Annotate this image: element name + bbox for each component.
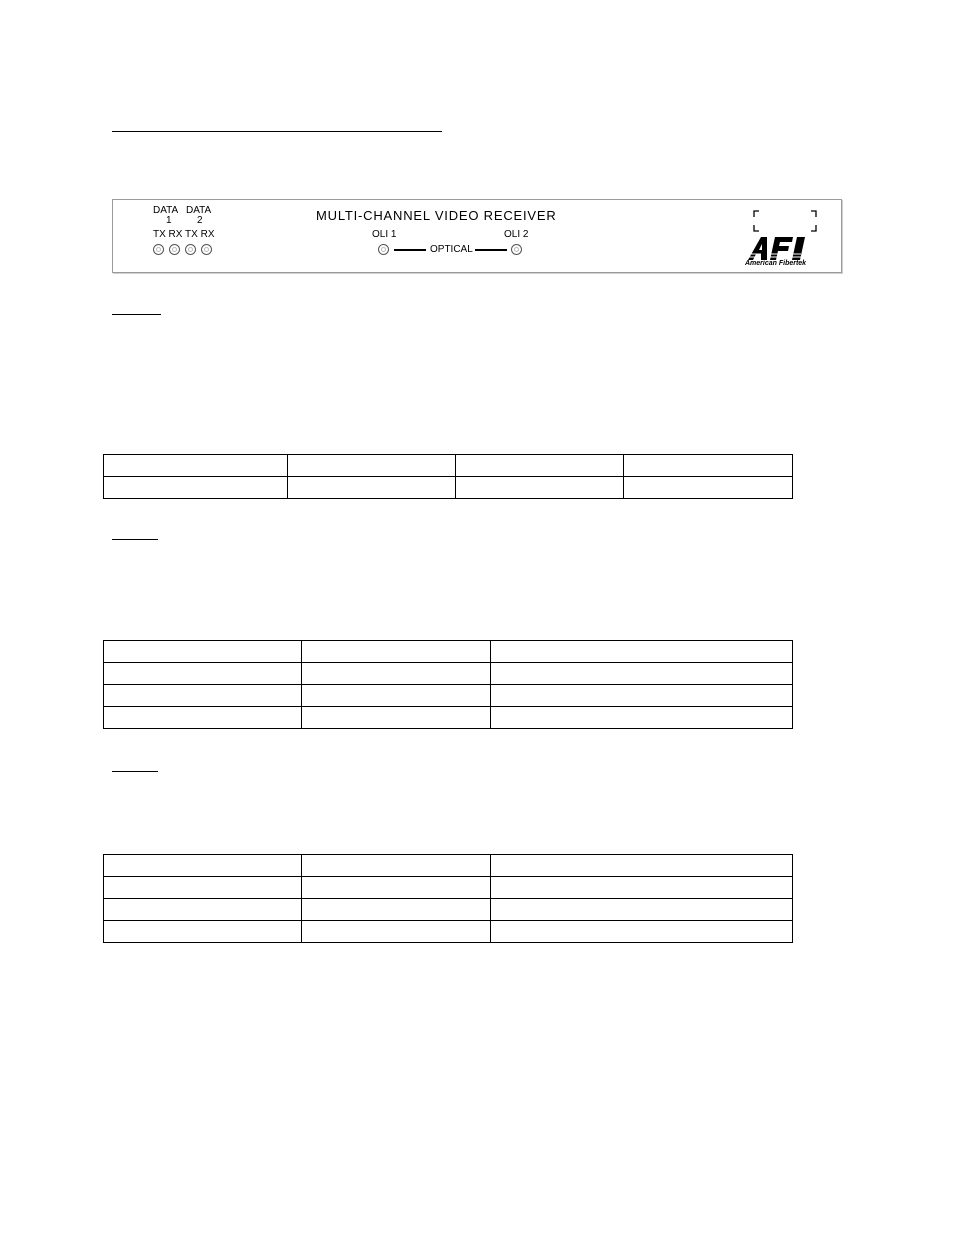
table-cell — [301, 663, 491, 685]
table-row — [104, 855, 793, 877]
table-row — [104, 877, 793, 899]
led-data1-tx — [153, 244, 164, 255]
table-cell — [491, 899, 793, 921]
table-cell — [287, 477, 456, 499]
table-cell — [104, 877, 302, 899]
table-cell — [104, 455, 288, 477]
led-oli2 — [511, 244, 522, 255]
oli1-label: OLI 1 — [372, 229, 397, 240]
table-row — [104, 455, 793, 477]
table-row — [104, 663, 793, 685]
section-underline-3 — [112, 771, 158, 772]
data2-label: DATA — [186, 205, 212, 216]
table-cell — [104, 855, 302, 877]
table-cell — [491, 707, 793, 729]
data1-number: 1 — [166, 215, 172, 226]
table-cell — [301, 921, 491, 943]
table-row — [104, 899, 793, 921]
table-cell — [104, 685, 302, 707]
led-data2-rx — [201, 244, 212, 255]
front-panel — [112, 199, 842, 273]
txrx-labels: TX RX TX RX — [153, 229, 215, 240]
led-oli1 — [378, 244, 389, 255]
table-row — [104, 707, 793, 729]
table-cell — [491, 663, 793, 685]
table-1 — [103, 454, 793, 499]
led-data2-tx — [185, 244, 196, 255]
table-cell — [104, 663, 302, 685]
table-cell — [301, 899, 491, 921]
table-row — [104, 477, 793, 499]
section-underline-1 — [112, 314, 161, 315]
optical-line-right — [475, 249, 507, 251]
optical-label: OPTICAL — [430, 244, 473, 255]
heading-underline — [112, 131, 442, 132]
table-cell — [456, 477, 624, 499]
table-cell — [287, 455, 456, 477]
logo-subtitle: American Fibertek — [745, 260, 807, 267]
bracket-marks-icon — [753, 210, 817, 232]
table-cell — [624, 477, 793, 499]
oli2-label: OLI 2 — [504, 229, 529, 240]
section-underline-2 — [112, 539, 158, 540]
table-cell — [104, 477, 288, 499]
table-row — [104, 685, 793, 707]
table-cell — [104, 899, 302, 921]
table-row — [104, 641, 793, 663]
data1-label: DATA — [153, 205, 179, 216]
table-cell — [456, 455, 624, 477]
optical-line-left — [394, 249, 426, 251]
table-cell — [491, 877, 793, 899]
table-cell — [104, 921, 302, 943]
table-cell — [301, 685, 491, 707]
table-row — [104, 921, 793, 943]
table-cell — [491, 685, 793, 707]
table-cell — [301, 641, 491, 663]
table-cell — [301, 855, 491, 877]
led-data1-rx — [169, 244, 180, 255]
table-cell — [491, 641, 793, 663]
table-cell — [624, 455, 793, 477]
table-cell — [301, 877, 491, 899]
table-2 — [103, 640, 793, 729]
table-cell — [491, 855, 793, 877]
panel-title: MULTI-CHANNEL VIDEO RECEIVER — [316, 208, 557, 223]
table-cell — [491, 921, 793, 943]
table-3 — [103, 854, 793, 943]
table-cell — [104, 707, 302, 729]
table-cell — [104, 641, 302, 663]
data2-number: 2 — [197, 215, 203, 226]
table-cell — [301, 707, 491, 729]
